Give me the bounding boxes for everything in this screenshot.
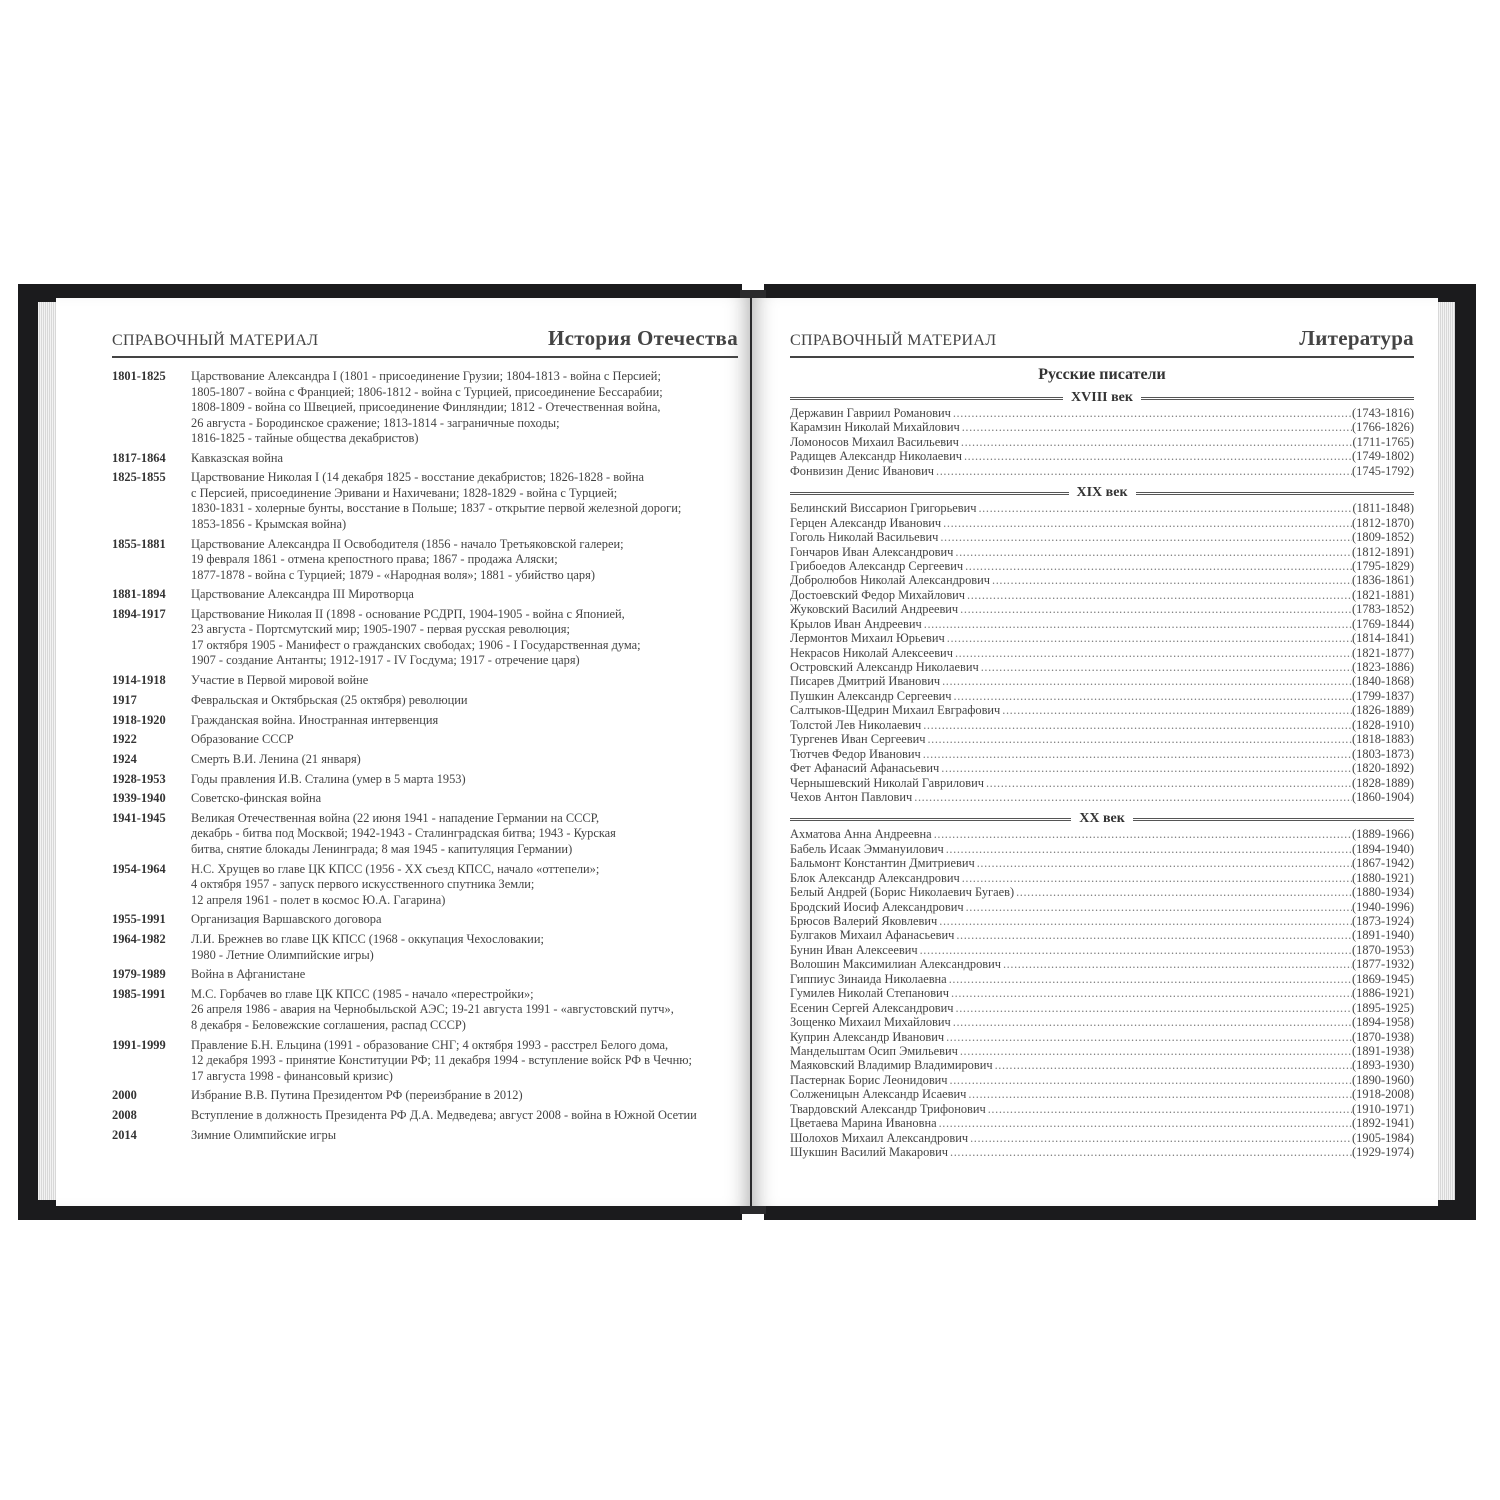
writer-name: Мандельштам Осип Эмильевич: [790, 1043, 958, 1058]
writer-row: [790, 732, 1414, 746]
dot-leader: [953, 646, 1352, 660]
dot-leader: [954, 928, 1352, 942]
dot-leader: [921, 718, 1352, 732]
timeline-year: 1914-1918: [112, 673, 166, 688]
timeline-row: [112, 912, 738, 928]
timeline-row: [112, 1128, 738, 1144]
timeline-row: [112, 1038, 738, 1085]
writer-years: (1940-1996): [1352, 899, 1414, 914]
writer-row: [790, 790, 1414, 804]
writer-years: (1826-1889): [1352, 703, 1414, 718]
writer-name: Чернышевский Николай Гаврилович: [790, 775, 984, 790]
writer-years: (1877-1932): [1352, 957, 1414, 972]
writer-row: [790, 856, 1414, 870]
timeline-row: [112, 1088, 738, 1104]
dot-leader: [958, 1044, 1352, 1058]
heading-rule-right: [1133, 818, 1414, 821]
timeline-row: [112, 607, 738, 669]
timeline-row: [112, 673, 738, 689]
dot-leader: [964, 900, 1352, 914]
timeline-text: Царствование Николая I (14 декабря 1825 - восстание декабристов; 1826-1828 - война с Персией, присоединение Эривани и Нахичевани; 1828-1829 - война с Турцией; 1830-1831 - холерные бунты, восстание в Польше; 1837 - открытие первой железной дороги; 1853-1856 - Крымская война): [191, 470, 682, 531]
writer-years: (1823-1886): [1352, 660, 1414, 674]
dot-leader: [1001, 957, 1352, 971]
timeline-text: Советско-финская война: [191, 791, 322, 806]
dot-leader: [948, 1073, 1353, 1087]
writer-row: [790, 420, 1414, 434]
writer-name: Крылов Иван Андреевич: [790, 616, 922, 631]
writer-years: (1783-1852): [1352, 602, 1414, 617]
writer-name: Ахматова Анна Андреевна: [790, 827, 932, 842]
right-header-label: СПРАВОЧНЫЙ МАТЕРИАЛ: [790, 332, 997, 349]
writer-row: [790, 761, 1414, 775]
writer-years: (1795-1829): [1352, 558, 1414, 573]
section-gap: [790, 478, 1414, 483]
writer-years: (1891-1938): [1352, 1043, 1414, 1058]
writer-years: (1893-1930): [1352, 1058, 1414, 1073]
writer-name: Бунин Иван Алексеевич: [790, 942, 918, 957]
timeline-row: [112, 811, 738, 858]
timeline-row: [112, 470, 738, 532]
timeline-year: 1939-1940: [112, 791, 166, 806]
writer-row: [790, 449, 1414, 463]
timeline-text: Зимние Олимпийские игры: [191, 1127, 337, 1142]
dot-leader: [953, 545, 1352, 559]
dot-leader: [921, 747, 1352, 761]
century-heading: [790, 811, 1414, 827]
writer-name: Брюсов Валерий Яковлевич: [790, 914, 938, 928]
writer-years: (1890-1960): [1352, 1072, 1414, 1087]
dot-leader: [1000, 703, 1352, 717]
timeline-year: 1955-1991: [112, 912, 166, 927]
writer-row: [790, 660, 1414, 674]
writer-years: (1880-1934): [1352, 885, 1414, 900]
writer-name: Волошин Максимилиан Александрович: [790, 957, 1001, 972]
writer-years: (1840-1868): [1352, 674, 1414, 689]
timeline-row: [112, 772, 738, 788]
timeline-text: Л.И. Брежнев во главе ЦК КПСС (1968 - оккупация Чехословакии; 1980 - Летние Олимпийские игры): [191, 932, 544, 962]
dot-leader: [962, 449, 1352, 463]
timeline-text: Февральская и Октябрьская (25 октября) революции: [191, 692, 468, 707]
writer-years: (1828-1889): [1352, 775, 1414, 790]
timeline-year: 1941-1945: [112, 810, 166, 825]
heading-rule-right: [1136, 492, 1415, 495]
writer-row: [790, 1116, 1414, 1130]
writer-name: Гиппиус Зинаида Николаевна: [790, 971, 947, 986]
timeline-row: [112, 791, 738, 807]
dot-leader: [951, 406, 1352, 420]
timeline-year: 1817-1864: [112, 450, 166, 465]
left-header-label: СПРАВОЧНЫЙ МАТЕРИАЛ: [112, 332, 319, 349]
heading-rule-left: [790, 397, 1063, 400]
writer-years: (1929-1974): [1352, 1145, 1414, 1159]
writer-years: (1918-2008): [1352, 1087, 1414, 1102]
writer-years: (1809-1852): [1352, 530, 1414, 545]
dot-leader: [934, 464, 1352, 478]
writer-row: [790, 1131, 1414, 1145]
writer-name: Зощенко Михаил Михайлович: [790, 1015, 951, 1030]
dot-leader: [941, 516, 1352, 530]
timeline-text: Правление Б.Н. Ельцина (1991 - образование СНГ; 4 октября 1993 - расстрел Белого дома, 12 декабря 1993 - принятие Конституции РФ; 11 декабря 1994 - вступление войск РФ в Чечню; 17 августа 1998 - финансовый кризис): [191, 1037, 692, 1083]
writer-years: (1828-1910): [1352, 717, 1414, 732]
writer-years: (1894-1940): [1352, 841, 1414, 856]
right-page-header: [790, 322, 1414, 358]
writer-years: (1892-1941): [1352, 1116, 1414, 1131]
timeline-year: 1918-1920: [112, 712, 166, 727]
writer-name: Белый Андрей (Борис Николаевич Бугаев): [790, 885, 1015, 900]
century-heading: [790, 485, 1414, 501]
writer-row: [790, 885, 1414, 899]
writer-row: [790, 986, 1414, 1000]
writer-name: Державин Гавриил Романович: [790, 406, 951, 420]
writer-name: Гоголь Николай Васильевич: [790, 530, 939, 545]
right-header-title: Литература: [1299, 326, 1414, 350]
writer-years: (1891-1940): [1352, 928, 1414, 943]
timeline-year: 1922: [112, 732, 137, 747]
dot-leader: [952, 689, 1353, 703]
writer-years: (1745-1792): [1352, 463, 1414, 478]
writer-years: (1873-1924): [1352, 914, 1414, 928]
writer-row: [790, 406, 1414, 420]
writer-row: [790, 900, 1414, 914]
timeline-text: М.С. Горбачев во главе ЦК КПСС (1985 - начало «перестройки»; 26 апреля 1986 - авария на Чернобыльской АЭС; 19-21 августа 1991 - «августовский путч», 8 декабря - Беловежские соглашения, распад СССР): [191, 986, 674, 1032]
dot-leader: [937, 1116, 1352, 1130]
writer-name: Цветаева Марина Ивановна: [790, 1116, 937, 1131]
dot-leader: [960, 420, 1352, 434]
timeline-text: Царствование Александра I (1801 - присоединение Грузии; 1804-1813 - война с Персией; 1805-1807 - война с Францией; 1806-1812 - война с Турцией, присоединение Бессарабии; 1808-1809 - война со Швецией, присоединение Финляндии; 1812 - Отечественная война, 26 августа - Бородинское сражение; 1813-1814 - заграничные походы; 1816-1825 - тайные общества декабристов): [191, 369, 663, 445]
writers-section-title: Русские писатели: [1038, 366, 1166, 383]
writer-name: Радищев Александр Николаевич: [790, 449, 962, 464]
writer-years: (1811-1848): [1352, 501, 1414, 516]
writer-years: (1880-1921): [1352, 870, 1414, 885]
dot-leader: [960, 871, 1352, 885]
writer-row: [790, 516, 1414, 530]
writer-row: [790, 928, 1414, 942]
timeline-text: Кавказская война: [191, 450, 284, 465]
writer-years: (1867-1942): [1352, 856, 1414, 871]
writer-name: Некрасов Николай Алексеевич: [790, 645, 953, 660]
writer-row: [790, 1087, 1414, 1101]
timeline-text: Царствование Александра III Миротворца: [191, 587, 414, 602]
timeline-text: Война в Афганистане: [191, 967, 306, 982]
writer-years: (1860-1904): [1352, 789, 1414, 804]
dot-leader: [976, 501, 1352, 515]
writer-years: (1803-1873): [1352, 746, 1414, 761]
writer-row: [790, 674, 1414, 688]
writer-name: Гончаров Иван Александрович: [790, 544, 954, 559]
writer-name: Бабель Исаак Эммануилович: [790, 841, 944, 856]
writer-row: [790, 573, 1414, 587]
dot-leader: [912, 790, 1352, 804]
dot-leader: [937, 914, 1352, 928]
timeline-year: 2014: [112, 1127, 137, 1142]
writer-years: (1889-1966): [1352, 827, 1414, 842]
writer-row: [790, 1015, 1414, 1029]
dot-leader: [966, 1087, 1352, 1101]
timeline-row: [112, 752, 738, 768]
writer-name: Шукшин Василий Макарович: [790, 1145, 949, 1159]
heading-rule-right: [1141, 397, 1414, 400]
timeline-text: Организация Варшавского договора: [191, 912, 382, 927]
dot-leader: [922, 617, 1352, 631]
timeline-year: 1991-1999: [112, 1037, 166, 1052]
writer-years: (1870-1938): [1352, 1029, 1414, 1044]
dot-leader: [954, 1001, 1353, 1015]
writer-name: Блок Александр Александрович: [790, 870, 960, 885]
writer-name: Писарев Дмитрий Иванович: [790, 674, 941, 689]
dot-leader: [958, 602, 1352, 616]
heading-rule-left: [790, 492, 1069, 495]
history-timeline: [112, 369, 738, 1147]
writer-name: Фонвизин Денис Иванович: [790, 463, 934, 478]
writer-years: (1910-1971): [1352, 1101, 1414, 1116]
writer-name: Пушкин Александр Сергеевич: [790, 688, 952, 703]
writer-name: Герцен Александр Иванович: [790, 515, 942, 530]
writer-name: Бродский Иосиф Александрович: [790, 899, 964, 914]
timeline-text: Гражданская война. Иностранная интервенция: [191, 712, 439, 727]
timeline-text: Образование СССР: [191, 732, 294, 747]
writer-years: (1895-1925): [1352, 1000, 1414, 1015]
writer-years: (1905-1984): [1352, 1130, 1414, 1145]
writer-name: Твардовский Александр Трифонович: [790, 1101, 986, 1116]
dot-leader: [959, 435, 1353, 449]
writer-name: Ломоносов Михаил Васильевич: [790, 434, 959, 449]
writer-row: [790, 464, 1414, 478]
timeline-row: [112, 1108, 738, 1124]
writers-list: [790, 366, 1414, 1159]
writer-row: [790, 1073, 1414, 1087]
timeline-row: [112, 369, 738, 447]
dot-leader: [944, 842, 1352, 856]
dot-leader: [938, 530, 1352, 544]
century-heading: [790, 390, 1414, 406]
writer-row: [790, 631, 1414, 645]
dot-leader: [975, 856, 1352, 870]
writer-years: (1820-1892): [1352, 761, 1414, 776]
writer-years: (1711-1765): [1352, 434, 1414, 449]
dot-leader: [932, 827, 1352, 841]
dot-leader: [939, 761, 1352, 775]
timeline-row: [112, 713, 738, 729]
writer-row: [790, 703, 1414, 717]
timeline-year: 1894-1917: [112, 606, 166, 621]
writer-row: [790, 1044, 1414, 1058]
timeline-year: 1979-1989: [112, 967, 166, 982]
dot-leader: [945, 631, 1352, 645]
writer-row: [790, 501, 1414, 515]
writer-row: [790, 617, 1414, 631]
dot-leader: [968, 1131, 1352, 1145]
writer-row: [790, 559, 1414, 573]
dot-leader: [990, 573, 1352, 587]
timeline-text: Н.С. Хрущев во главе ЦК КПСС (1956 - XX съезд КПСС, начало «оттепели»; 4 октября 1957 - запуск первого искусственного спутника Земли; 12 апреля 1961 - полет в космос Ю.А. Гагарина): [191, 861, 600, 907]
writer-row: [790, 1102, 1414, 1116]
timeline-text: Царствование Николая II (1898 - основание РСДРП, 1904-1905 - война с Японией, 23 августа - Портсмутский мир; 1905-1907 - первая русская революция; 17 октября 1905 - Манифест о гражданских свободах; 1906 - I Государственная дума; 1907 - создание Антанты; 1912-1917 - IV Госдума; 1917 - отречение царя): [191, 606, 641, 668]
timeline-row: [112, 537, 738, 584]
writer-row: [790, 1058, 1414, 1072]
timeline-text: Царствование Александра II Освободителя (1856 - начало Третьяковской галереи; 19 февраля 1861 - отмена крепостного права; 1867 - продажа Аляски; 1877-1878 - война с Турцией; 1879 - «Народная воля»; 1881 - убийство царя): [191, 536, 624, 582]
writer-row: [790, 1145, 1414, 1159]
dot-leader: [948, 1145, 1352, 1159]
writer-years: (1821-1877): [1352, 645, 1414, 660]
timeline-row: [112, 932, 738, 963]
writer-years: (1769-1844): [1352, 616, 1414, 631]
writer-name: Добролюбов Николай Александрович: [790, 573, 991, 588]
left-header-title: История Отечества: [547, 326, 738, 350]
writer-name: Тургенев Иван Сергеевич: [790, 732, 926, 747]
writer-years: (1812-1891): [1352, 544, 1414, 559]
timeline-row: [112, 732, 738, 748]
timeline-row: [112, 987, 738, 1034]
writer-name: Маяковский Владимир Владимирович: [790, 1058, 993, 1073]
writer-years: (1886-1921): [1352, 986, 1414, 1001]
writer-name: Бальмонт Константин Дмитриевич: [790, 856, 975, 871]
page-edges-right: [1435, 302, 1455, 1200]
century-name: XIX век: [1076, 485, 1128, 501]
timeline-text: Участие в Первой мировой войне: [191, 673, 369, 688]
dot-leader: [986, 1102, 1352, 1116]
writer-name: Чехов Антон Павлович: [790, 789, 913, 804]
timeline-text: Великая Отечественная война (22 июня 1941 - нападение Германии на СССР, декабрь - битва под Москвой; 1942-1943 - Сталинградская битва; 1943 - Курская битва, снятие блокады Ленинграда; 8 мая 1945 - капитуляция Германии): [191, 810, 616, 856]
section-gap: [790, 804, 1414, 809]
writer-row: [790, 545, 1414, 559]
timeline-row: [112, 693, 738, 709]
writer-name: Солженицын Александр Исаевич: [790, 1087, 967, 1102]
timeline-row: [112, 587, 738, 603]
writer-name: Шолохов Михаил Александрович: [790, 1130, 969, 1145]
writer-name: Карамзин Николай Михайлович: [790, 420, 960, 435]
timeline-text: Вступление в должность Президента РФ Д.А. Медведева; август 2008 - война в Южной Осетии: [191, 1107, 697, 1122]
writer-name: Толстой Лев Николаевич: [790, 717, 922, 732]
left-page-header: [112, 322, 738, 358]
writer-row: [790, 914, 1414, 928]
timeline-year: 1801-1825: [112, 369, 166, 383]
dot-leader: [918, 943, 1352, 957]
heading-rule-left: [790, 818, 1071, 821]
timeline-text: Годы правления И.В. Сталина (умер в 5 марта 1953): [191, 771, 466, 786]
century-name: XVIII век: [1071, 390, 1133, 405]
writer-years: (1894-1958): [1352, 1015, 1414, 1030]
writer-row: [790, 871, 1414, 885]
dot-leader: [979, 660, 1352, 674]
writer-row: [790, 842, 1414, 856]
timeline-row: [112, 862, 738, 909]
writer-years: (1749-1802): [1352, 449, 1414, 464]
writer-name: Грибоедов Александр Сергеевич: [790, 558, 964, 573]
writer-years: (1818-1883): [1352, 732, 1414, 747]
writer-name: Жуковский Василий Андреевич: [790, 602, 959, 617]
timeline-year: 1917: [112, 692, 137, 707]
writer-row: [790, 827, 1414, 841]
writer-years: (1836-1861): [1352, 573, 1414, 588]
timeline-row: [112, 967, 738, 983]
timeline-year: 1855-1881: [112, 536, 166, 551]
writer-years: (1821-1881): [1352, 587, 1414, 602]
dot-leader: [949, 986, 1352, 1000]
timeline-year: 1825-1855: [112, 470, 166, 485]
dot-leader: [925, 732, 1352, 746]
writer-name: Куприн Александр Иванович: [790, 1029, 945, 1044]
dot-leader: [947, 972, 1352, 986]
century-name: XX век: [1079, 811, 1125, 827]
writer-row: [790, 957, 1414, 971]
writer-name: Достоевский Федор Михайлович: [790, 587, 966, 602]
writer-name: Булгаков Михаил Афанасьевич: [790, 928, 955, 943]
writer-name: Белинский Виссарион Григорьевич: [790, 501, 977, 516]
writer-years: (1799-1837): [1352, 688, 1414, 703]
dot-leader: [993, 1058, 1352, 1072]
dot-leader: [965, 588, 1352, 602]
writer-row: [790, 646, 1414, 660]
timeline-year: 1964-1982: [112, 932, 166, 946]
timeline-year: 1985-1991: [112, 986, 166, 1001]
timeline-year: 1954-1964: [112, 861, 166, 876]
writer-row: [790, 718, 1414, 732]
dot-leader: [963, 559, 1352, 573]
timeline-year: 1881-1894: [112, 587, 166, 602]
writer-row: [790, 588, 1414, 602]
writer-row: [790, 435, 1414, 449]
dot-leader: [984, 776, 1352, 790]
timeline-year: 2000: [112, 1088, 137, 1103]
writer-years: (1743-1816): [1352, 406, 1414, 420]
writer-name: Есенин Сергей Александрович: [790, 1000, 954, 1015]
writer-row: [790, 1030, 1414, 1044]
writer-years: (1870-1953): [1352, 942, 1414, 957]
writer-name: Салтыков-Щедрин Михаил Евграфович: [790, 703, 1001, 718]
writer-name: Фет Афанасий Афанасьевич: [790, 761, 940, 776]
timeline-year: 1924: [112, 751, 137, 766]
writer-row: [790, 602, 1414, 616]
writer-name: Лермонтов Михаил Юрьевич: [790, 631, 945, 646]
dot-leader: [940, 674, 1352, 688]
timeline-row: [112, 451, 738, 467]
timeline-text: Избрание В.В. Путина Президентом РФ (переизбрание в 2012): [191, 1088, 523, 1103]
timeline-year: 1928-1953: [112, 771, 166, 786]
writer-row: [790, 1001, 1414, 1015]
timeline-text: Смерть В.И. Ленина (21 января): [191, 751, 361, 766]
writer-row: [790, 747, 1414, 761]
writer-row: [790, 776, 1414, 790]
writer-name: Пастернак Борис Леонидович: [790, 1072, 948, 1087]
dot-leader: [944, 1030, 1352, 1044]
writer-years: (1814-1841): [1352, 631, 1414, 646]
writer-name: Тютчев Федор Иванович: [790, 746, 921, 761]
writer-row: [790, 530, 1414, 544]
writer-years: (1766-1826): [1352, 420, 1414, 435]
timeline-year: 2008: [112, 1107, 137, 1122]
writer-row: [790, 972, 1414, 986]
writer-name: Гумилев Николай Степанович: [790, 986, 949, 1001]
writer-years: (1812-1870): [1352, 515, 1414, 530]
writer-row: [790, 689, 1414, 703]
writer-name: Островский Александр Николаевич: [790, 660, 979, 674]
writer-years: (1869-1945): [1352, 971, 1414, 986]
dot-leader: [1014, 885, 1352, 899]
dot-leader: [951, 1015, 1352, 1029]
writer-row: [790, 943, 1414, 957]
